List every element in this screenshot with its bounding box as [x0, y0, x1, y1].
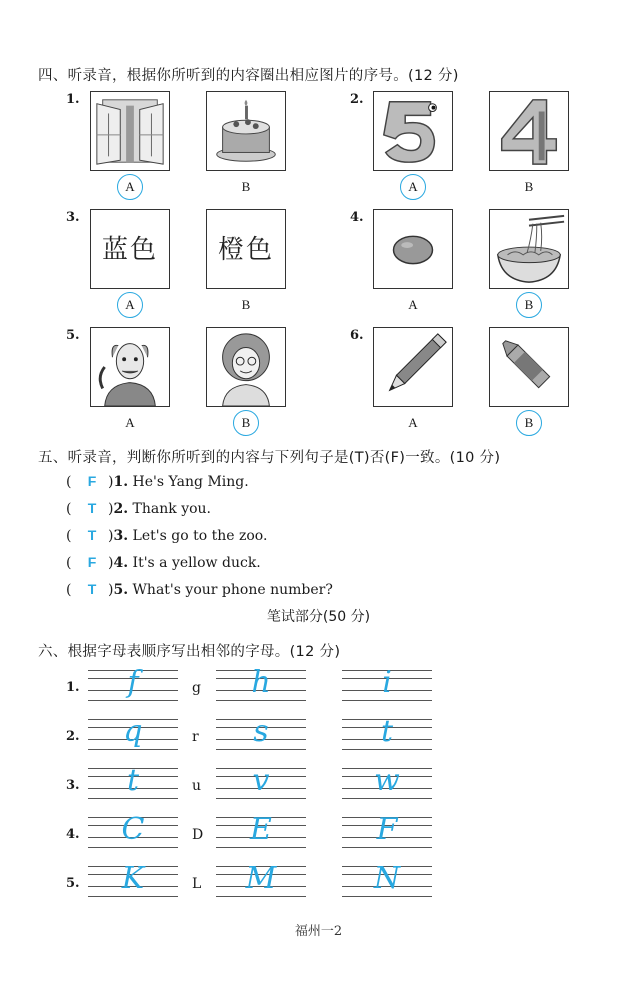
- letter-blank-before[interactable]: f: [88, 670, 178, 704]
- egg-icon[interactable]: [373, 209, 453, 289]
- given-letter: r: [192, 729, 199, 745]
- item-6-option-a[interactable]: A: [408, 415, 418, 430]
- answer-mark[interactable]: F: [87, 473, 97, 489]
- letter-blank-before[interactable]: t: [88, 768, 178, 802]
- letter-blank-after[interactable]: E: [216, 817, 306, 851]
- tf-row: ( T )3. Let's go to the zoo.: [66, 527, 268, 544]
- color-word-orange[interactable]: 橙色: [206, 209, 286, 289]
- number-four-icon[interactable]: [489, 91, 569, 171]
- item-3-number: 3.: [66, 210, 80, 225]
- letter-blank-after[interactable]: M: [216, 866, 306, 900]
- pencil-icon[interactable]: [373, 327, 453, 407]
- letter-blank-next[interactable]: t: [342, 719, 432, 753]
- letter-blank-after[interactable]: h: [216, 670, 306, 704]
- item-2-option-b[interactable]: B: [524, 179, 534, 194]
- item-4-option-b[interactable]: B: [516, 292, 542, 318]
- letter-row-number: 5.: [66, 876, 80, 891]
- letter-row-number: 2.: [66, 729, 80, 744]
- tf-row: ( T )2. Thank you.: [66, 500, 212, 517]
- letter-blank-before[interactable]: C: [88, 817, 178, 851]
- answer-mark[interactable]: F: [87, 554, 97, 570]
- item-5-number: 5.: [66, 328, 80, 343]
- section4-heading: 四、听录音，根据你所听到的内容圈出相应图片的序号。(12 分): [38, 68, 459, 84]
- given-letter: L: [192, 876, 202, 892]
- item-6-number: 6.: [350, 328, 364, 343]
- crayon-icon[interactable]: [489, 327, 569, 407]
- letter-blank-after[interactable]: s: [216, 719, 306, 753]
- item-4-number: 4.: [350, 210, 364, 225]
- woman-icon[interactable]: [206, 327, 286, 407]
- item-1-number: 1.: [66, 92, 80, 107]
- item-5-option-a[interactable]: A: [125, 415, 135, 430]
- letter-blank-next[interactable]: N: [342, 866, 432, 900]
- given-letter: u: [192, 778, 202, 794]
- page-footer: 福州一2: [294, 924, 343, 939]
- letter-blank-next[interactable]: w: [342, 768, 432, 802]
- item-3-option-a[interactable]: A: [117, 292, 143, 318]
- tf-row: ( T )5. What's your phone number?: [66, 581, 333, 598]
- item-2-option-a[interactable]: A: [400, 174, 426, 200]
- item-5-option-b[interactable]: B: [233, 410, 259, 436]
- letter-blank-next[interactable]: i: [342, 670, 432, 704]
- color-word-blue[interactable]: 蓝色: [90, 209, 170, 289]
- item-1-option-a[interactable]: A: [117, 174, 143, 200]
- window-icon[interactable]: [90, 91, 170, 171]
- given-letter: g: [192, 680, 201, 696]
- item-6-option-b[interactable]: B: [516, 410, 542, 436]
- item-4-option-a[interactable]: A: [408, 297, 418, 312]
- letter-blank-before[interactable]: K: [88, 866, 178, 900]
- answer-mark[interactable]: T: [87, 500, 97, 516]
- letter-row-number: 1.: [66, 680, 80, 695]
- letter-blank-next[interactable]: F: [342, 817, 432, 851]
- section6-heading: 六、根据字母表顺序写出相邻的字母。(12 分): [38, 644, 341, 660]
- tf-row: ( F )1. He's Yang Ming.: [66, 473, 249, 490]
- man-icon[interactable]: [90, 327, 170, 407]
- noodles-icon[interactable]: [489, 209, 569, 289]
- answer-mark[interactable]: T: [87, 581, 97, 597]
- letter-blank-after[interactable]: v: [216, 768, 306, 802]
- letter-row-number: 3.: [66, 778, 80, 793]
- cake-icon[interactable]: [206, 91, 286, 171]
- item-3-option-b[interactable]: B: [241, 297, 251, 312]
- letter-blank-before[interactable]: q: [88, 719, 178, 753]
- written-part-title: 笔试部分(50 分): [266, 609, 371, 625]
- item-2-number: 2.: [350, 92, 364, 107]
- section5-heading: 五、听录音，判断你所听到的内容与下列句子是(T)否(F)一致。(10 分): [38, 450, 501, 466]
- tf-row: ( F )4. It's a yellow duck.: [66, 554, 261, 571]
- answer-mark[interactable]: T: [87, 527, 97, 543]
- number-five-icon[interactable]: [373, 91, 453, 171]
- given-letter: D: [192, 827, 204, 843]
- letter-row-number: 4.: [66, 827, 80, 842]
- item-1-option-b[interactable]: B: [241, 179, 251, 194]
